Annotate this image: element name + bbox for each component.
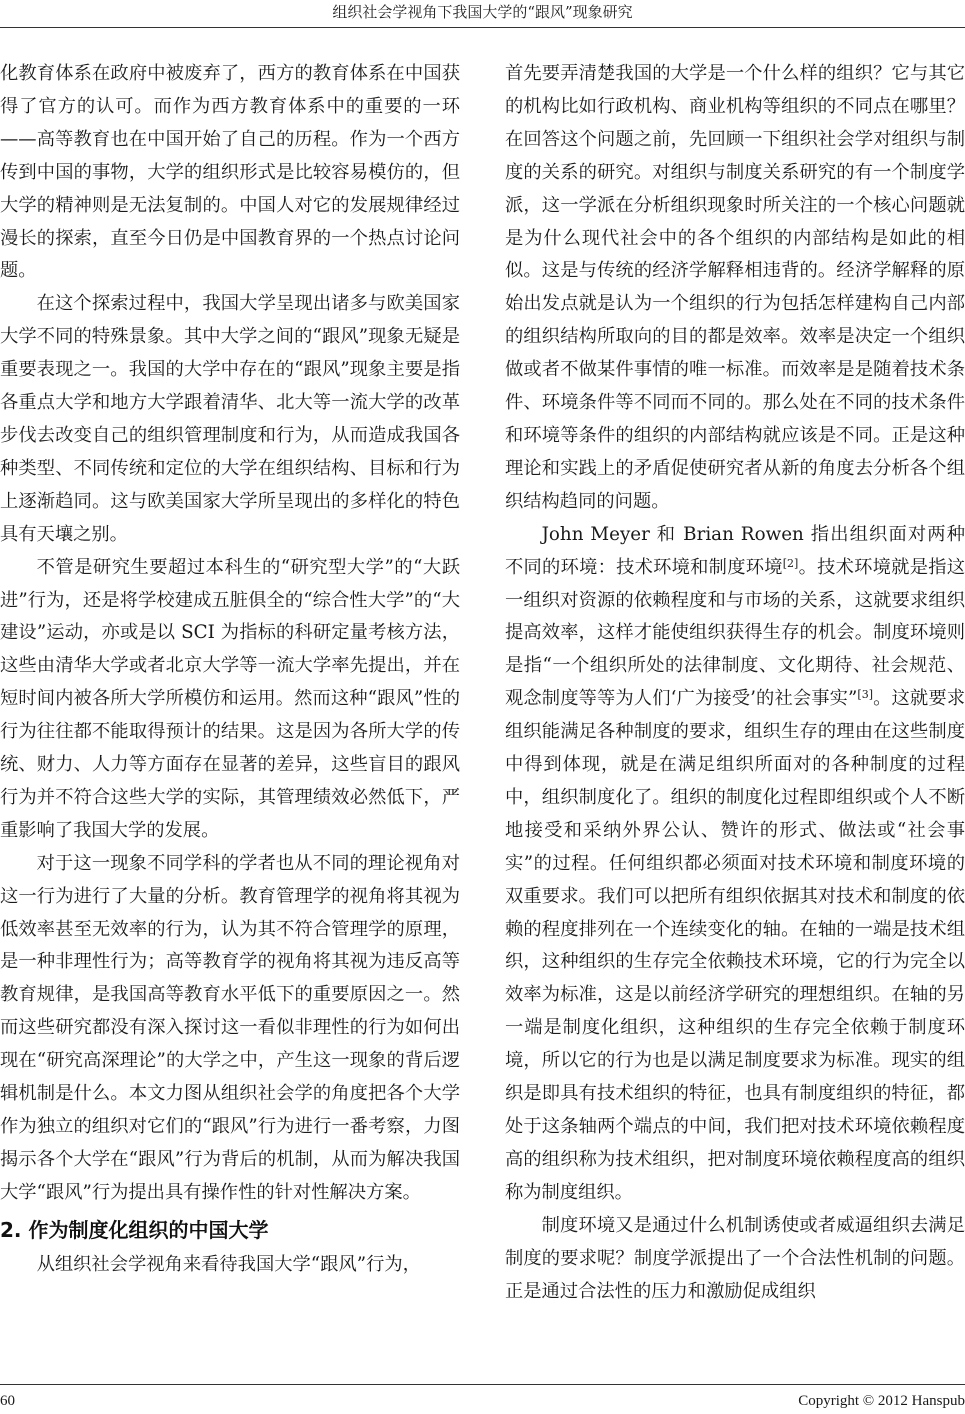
page-number: 60: [0, 1393, 15, 1409]
citation-ref-2[interactable]: [2]: [782, 556, 799, 570]
left-paragraph-1: 化教育体系在政府中被废弃了，西方的教育体系在中国获得了官方的认可。而作为西方教育体系中的重要的一环——高等教育也在中国开始了自己的历程。作为一个西方传到中国的事物，大学的组织形式是比较容易模仿的，但大学的精神则是无法复制的。中国人对它的发展规律经过漫长的探索，直至今日仍是中国教育界的一个热点讨论问题。: [0, 63, 460, 282]
section-heading: 2. 作为制度化组织的中国大学: [0, 1217, 269, 1242]
left-column: [0, 58, 460, 1282]
right-paragraph-2-text-b: 。技术环境就是指这一组织对资源的依赖程度和与市场的关系，这就要求组织提高效率，这样才能使组织获得生存的机会。制度环境则是指“一个组织所处的法律制度、文化期待、社会规范、观念制度等等为人们‘广为接受’的社会事实”: [505, 556, 965, 710]
left-paragraph-4: 对于这一现象不同学科的学者也从不同的理论视角对这一行为进行了大量的分析。教育管理学的视角将其视为低效率甚至无效率的行为，认为其不符合管理学的原理，是一种非理性行为；高等教育学的视角将其视为违反高等教育规律，是我国高等教育水平低下的重要原因之一。然而这些研究都没有深入探讨这一看似非理性的行为如何出现在“研究高深理论”的大学之中，产生这一现象的背后逻辑机制是什么。本文力图从组织社会学的角度把各个大学作为独立的组织对它们的“跟风”行为进行一番考察，力图揭示各个大学在“跟风”行为背后的机制，从而为解决我国大学“跟风”行为提出具有操作性的针对性解决方案。: [0, 852, 460, 1203]
citation-ref-3[interactable]: [3]: [857, 688, 873, 702]
copyright-notice: Copyright © 2012 Hanspub: [798, 1393, 965, 1409]
footer-rule: [0, 1384, 965, 1385]
right-paragraph-1: 首先要弄清楚我国的大学是一个什么样的组织？它与其它的机构比如行政机构、商业机构等组织的不同点在哪里？在回答这个问题之前，先回顾一下组织社会学对组织与制度的关系的研究。对组织与制度关系研究的有一个制度学派，这一学派在分析组织现象时所关注的一个核心问题就是为什么现代社会中的各个组织的内部结构是如此的相似。这是与传统的经济学解释相违背的。经济学解释的原始出发点就是认为一个组织的行为包括怎样建构自己内部的组织结构所取向的目的都是效率。效率是决定一个组织做或者不做某件事情的唯一标准。而效率是是随着技术条件、环境条件等不同而不同的。那么处在不同的技术条件和环境等条件的组织的内部结构就应该是不同。正是这种理论和实践上的矛盾促使研究者从新的角度去分析各个组织结构趋同的问题。: [505, 63, 965, 512]
left-paragraph-2: 在这个探索过程中，我国大学呈现出诸多与欧美国家大学不同的特殊景象。其中大学之间的“跟风”现象无疑是重要表现之一。我国的大学中存在的“跟风”现象主要是指各重点大学和地方大学跟着清华、北大等一流大学的改革步伐去改变自己的组织管理制度和行为，从而造成我国各种类型、不同传统和定位的大学在组织结构、目标和行为上逐渐趋同。这与欧美国家大学所呈现出的多样化的特色具有天壤之别。: [0, 293, 460, 545]
right-paragraph-2-text-a: John Meyer 和 Brian Rowen 指出组织面对两种不同的环境：技术环境和制度环境: [505, 523, 965, 578]
right-paragraph-2: [505, 519, 965, 1210]
running-title: 组织社会学视角下我国大学的“跟风”现象研究: [332, 3, 633, 21]
right-paragraph-2-text-c: 。这就要求组织能满足各种制度的要求，组织生存的理由在这些制度中得到体现，就是在满足组织所面对的各种制度的过程中，组织制度化了。组织的制度化过程即组织或个人不断地接受和采纳外界公认、赞许的形式、做法或“社会事实”的过程。任何组织都必须面对技术环境和制度环境的双重要求。我们可以把所有组织依据其对技术和制度的依赖的程度排列在一个连续变化的轴。在轴的一端是技术组织，这种组织的生存完全依赖技术环境，它的行为完全以效率为标准，这是以前经济学研究的理想组织。在轴的另一端是制度化组织，这种组织的生存完全依赖于制度环境，所以它的行为也是以满足制度要求为标准。现实的组织是即具有技术组织的特征，也具有制度组织的特征，都处于这条轴两个端点的中间，我们把对技术环境依赖程度高的组织称为技术组织，把对制度环境依赖程度高的组织称为制度组织。: [505, 688, 965, 1203]
left-paragraph-3: 不管是研究生要超过本科生的“研究型大学”的“大跃进”行为，还是将学校建成五脏俱全的“综合性大学”的“大建设”运动，亦或是以 SCI 为指标的科研定量考核方法，这些由清华大学或者北京大学等一流大学率先提出，并在短时间内被各所大学所模仿和运用。然而这种“跟风”性的行为往往都不能取得预计的结果。这是因为各所大学的传统、财力、人力等方面存在显著的差异，这些盲目的跟风行为并不符合这些大学的实际，其管理绩效必然低下，严重影响了我国大学的发展。: [0, 556, 460, 841]
header-rule: [0, 27, 965, 28]
right-column: [505, 58, 965, 1308]
left-paragraph-5: 从组织社会学视角来看待我国大学“跟风”行为，: [36, 1253, 421, 1275]
right-paragraph-3: 制度环境又是通过什么机制诱使或者威逼组织去满足制度的要求呢？制度学派提出了一个合法性机制的问题。正是通过合法性的压力和激励促成组织: [505, 1214, 965, 1302]
